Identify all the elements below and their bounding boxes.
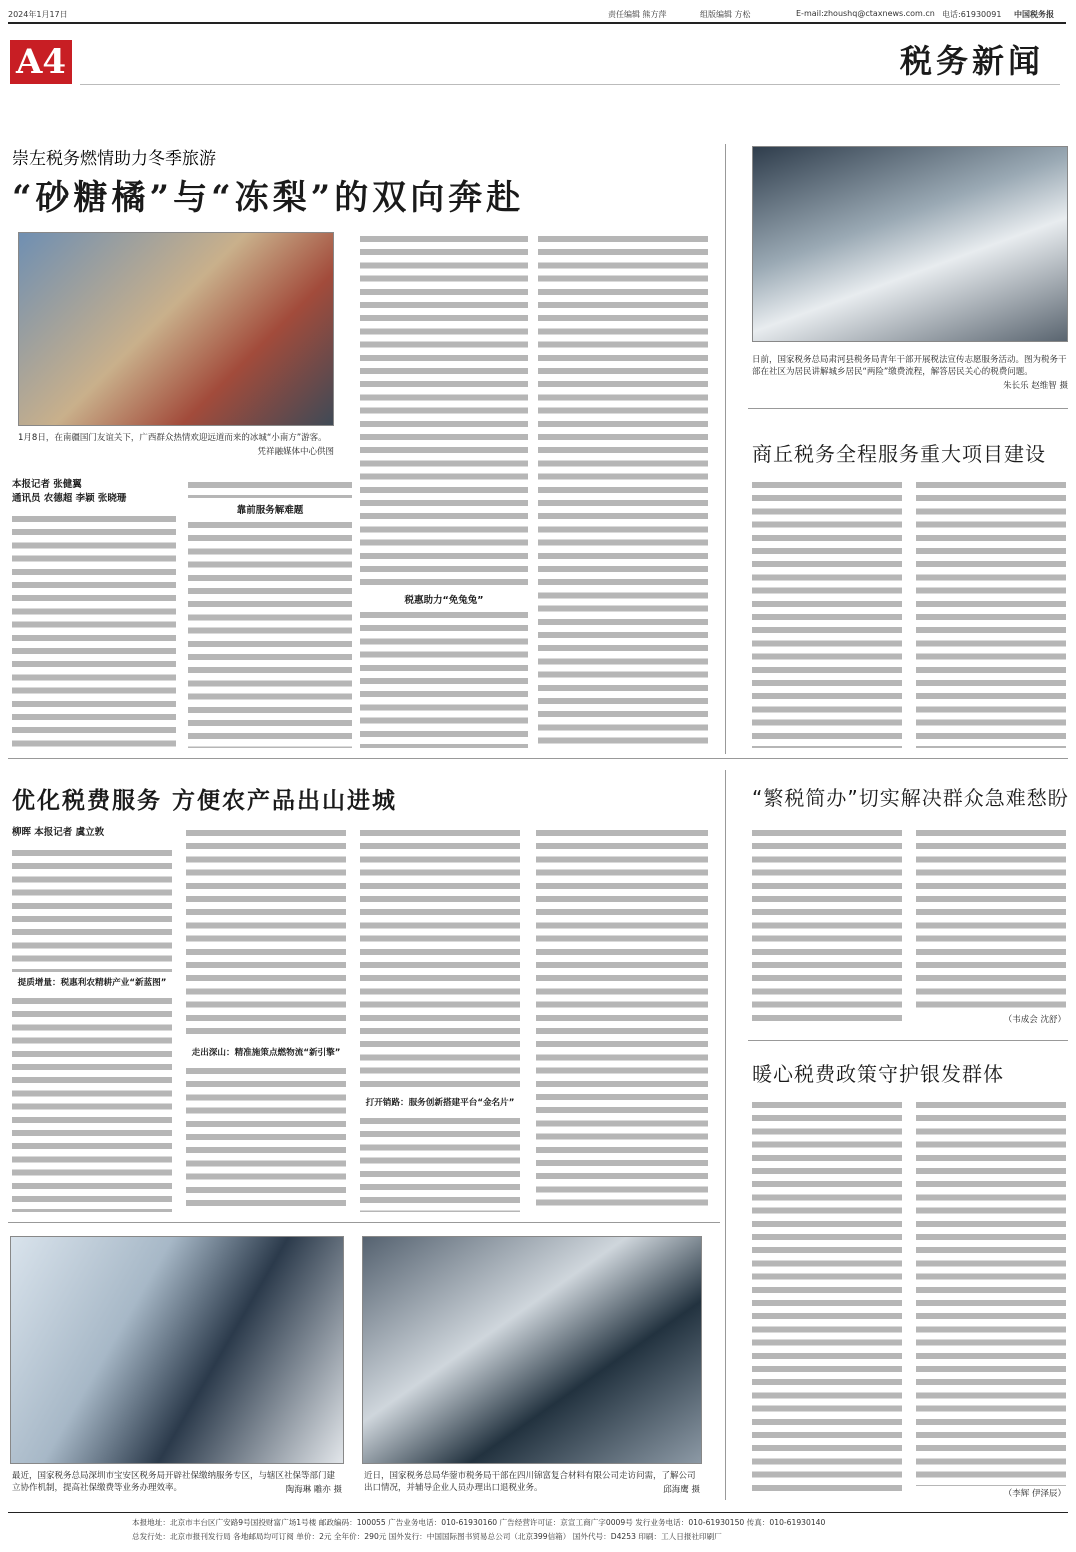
farm-body-col2b (186, 1064, 346, 1212)
section-title: 税务新闻 (900, 42, 1045, 80)
lead-headline[interactable]: “砂糖橘”与“冻梨”的双向奔赴 (12, 178, 525, 218)
huaying-photo-caption: 近日，国家税务总局华蓥市税务局干部在四川锦富复合材料有限公司走访问需，了解公司出口情况，并辅导企业人员办理出口退税业务。 (364, 1471, 696, 1493)
rule-elderly (748, 1040, 1068, 1041)
lead-body-col4 (538, 232, 708, 748)
footer (8, 1517, 1066, 1542)
fanshui-body-col1 (752, 826, 902, 1026)
farm-headline[interactable]: 优化税费服务 方便农产品出山进城 (12, 787, 398, 814)
fanshui-headline[interactable]: “繁税简办”切实解决群众急难愁盼 (752, 786, 1069, 810)
shangqiu-photo-caption: 日前，国家税务总局肃河县税务局青年干部开展税法宣传志愿服务活动。图为税务干部在社区为居民讲解城乡居民“两险”缴费流程，解答居民关心的税费问题。 (752, 355, 1067, 377)
farm-byline: 柳晖 本报记者 虞立敦 (12, 827, 105, 838)
footer-rule (8, 1512, 1068, 1513)
farm-body-col2a (186, 826, 346, 1040)
rule-middle (8, 758, 1068, 759)
designer: 组版编辑 方松 (700, 10, 751, 19)
section-rule (80, 84, 1060, 85)
lead-body-col3b (360, 608, 528, 748)
lead-photo (18, 232, 334, 426)
shenzhen-photo-credit: 陶海琳 雕亦 摄 (285, 1485, 342, 1495)
elderly-body-col2 (916, 1098, 1066, 1486)
farm-subhead-1: 提质增量：税惠利农精耕产业“新蓝图” (17, 978, 167, 988)
shangqiu-body-col2 (916, 478, 1066, 748)
elderly-headline[interactable]: 暖心税费政策守护银发群体 (752, 1062, 1004, 1086)
huaying-photo (362, 1236, 702, 1464)
lead-photo-credit: 凭祥融媒体中心供图 (257, 447, 334, 457)
shangqiu-photo (752, 146, 1068, 342)
fanshui-author: （韦成会 沈舒） (1003, 1015, 1066, 1025)
masthead-rule (8, 22, 1066, 24)
lead-byline-reporter: 本报记者 张健翼 (12, 479, 82, 490)
rule-shangqiu (748, 408, 1068, 409)
footer-line-1: 本报地址：北京市丰台区广安路9号国投财富广场1号楼 邮政编码：100055 广告业务电话：010-61930160 广告经营许可证：京宣工商广字0009号 发行业务电话：010-61930150 传真：010-61930140 (132, 1518, 826, 1527)
lead-body-col2b (188, 518, 352, 748)
shenzhen-photo-caption: 最近，国家税务总局深圳市宝安区税务局开辟社保缴纳服务专区，与辖区社保等部门建立协作机制，提高社保缴费等业务办理效率。 (12, 1471, 336, 1493)
farm-body-col1a (12, 846, 172, 972)
lead-body-col3a (360, 232, 528, 586)
page-number: A4 (10, 40, 72, 84)
elderly-body-col1 (752, 1098, 902, 1498)
rule-photos (8, 1222, 720, 1223)
lead-subhead-1: 靠前服务解难题 (236, 505, 304, 516)
paper-name: 中国税务报 (1014, 10, 1054, 19)
shenzhen-photo (10, 1236, 344, 1464)
farm-body-col1b (12, 994, 172, 1212)
lead-byline-correspondents: 通讯员 农德超 李颖 张晓珊 (12, 493, 127, 504)
farm-body-col4 (536, 826, 708, 1212)
column-divider-bottom (725, 770, 726, 1500)
lead-photo-caption: 1月8日，在南疆国门友谊关下，广西群众热情欢迎远道而来的冰城“小南方”游客。 (18, 433, 327, 443)
lead-kicker: 崇左税务燃情助力冬季旅游 (12, 149, 216, 169)
email[interactable]: E-mail:zhoushq@ctaxnews.com.cn (796, 9, 935, 18)
farm-body-col3a (360, 826, 520, 1090)
farm-subhead-3: 打开销路：服务创新搭建平台“金名片” (365, 1098, 515, 1108)
farm-subhead-2: 走出深山：精准施策点燃物流“新引擎” (191, 1048, 341, 1058)
lead-body-col1 (12, 512, 176, 748)
phone: 电话:61930091 (942, 10, 1002, 19)
column-divider-top (725, 144, 726, 754)
lead-subhead-2: 税惠助力“免兔兔” (404, 595, 484, 606)
farm-body-col3b (360, 1114, 520, 1212)
lead-body-col2a (188, 478, 352, 498)
elderly-author: （李辉 伊泽辰） (1003, 1489, 1066, 1499)
fanshui-body-col2 (916, 826, 1066, 1012)
issue-date: 2024年1月17日 (8, 10, 68, 19)
footer-line-2: 总发行处：北京市报刊发行局 各地邮局均可订阅 单价：2元 全年价：290元 国外发行：中国国际图书贸易总公司（北京399信箱） 国外代号：D4253 印刷：工人日报社印刷厂 (132, 1532, 722, 1541)
shangqiu-headline[interactable]: 商丘税务全程服务重大项目建设 (752, 442, 1046, 466)
editor: 责任编辑 熊方萍 (608, 10, 667, 19)
huaying-photo-credit: 邱海鹰 摄 (663, 1485, 700, 1495)
shangqiu-photo-credit: 朱长乐 赵维智 摄 (1003, 381, 1068, 391)
shangqiu-body-col1 (752, 478, 902, 748)
